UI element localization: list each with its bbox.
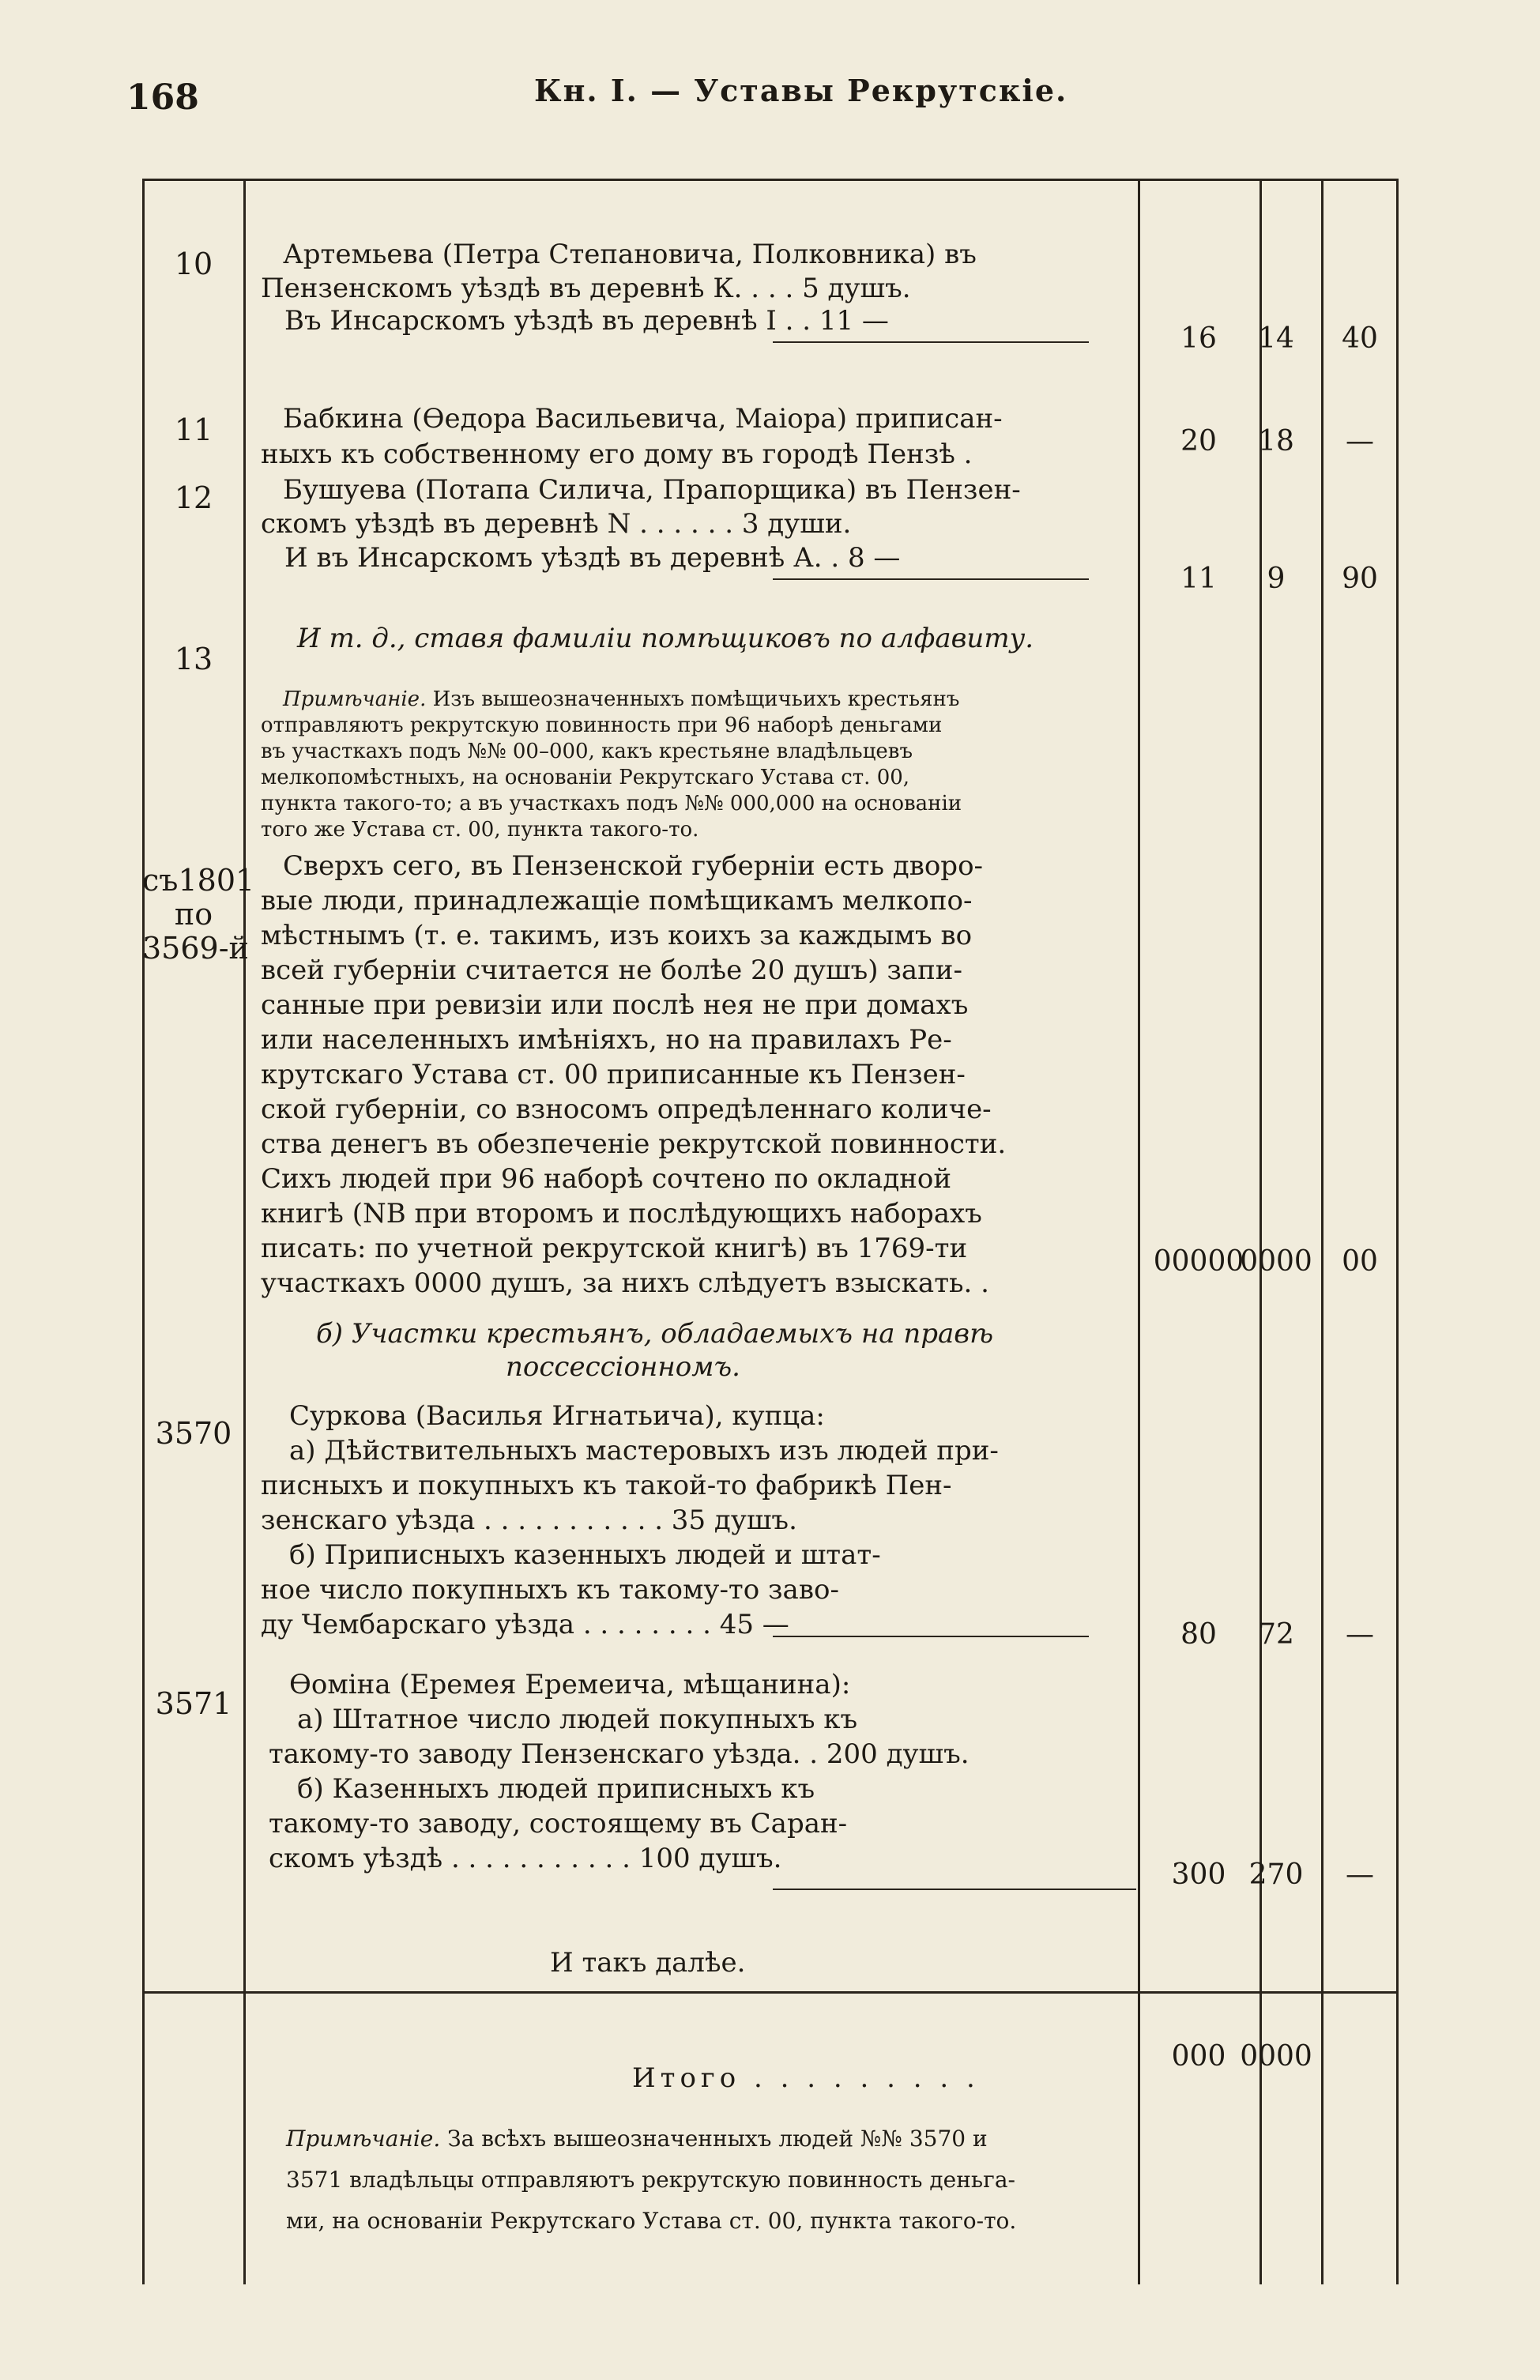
value-c3: — <box>1346 425 1374 458</box>
subtotal-rule-3570 <box>773 1636 1089 1637</box>
entry-line: Суркова (Василья Игнатьича), купца: <box>289 1400 825 1432</box>
entry-number: 12 <box>174 480 213 515</box>
entry-number: 13 <box>174 642 213 676</box>
entry-line: зенскаго уѣзда . . . . . . . . . . . 35 душъ. <box>261 1504 797 1536</box>
entry-line: И т. д., ставя фамиліи помѣщиковъ по алфавиту. <box>297 623 1034 654</box>
value-c3: — <box>1346 1858 1374 1891</box>
note-label: Примѣчаніе. <box>283 687 427 711</box>
entry-line: Сверхъ сего, въ Пензенской губерніи есть дворо- <box>283 850 984 882</box>
entry-line: санные при ревизіи или послѣ нея не при домахъ <box>261 989 969 1021</box>
entry-line: а) Штатное число людей покупныхъ къ <box>297 1704 858 1735</box>
entry-line: мѣстнымъ (т. е. такимъ, изъ коихъ за каждымъ во <box>261 920 973 951</box>
value-c1: 300 <box>1171 1858 1226 1891</box>
note-line: того же Устава ст. 00, пункта такого-то. <box>261 818 699 842</box>
entry-line: такому-то заводу, состоящему въ Саран- <box>269 1808 848 1840</box>
entry-line: ской губерніи, со взносомъ опредѣленнаго количе- <box>261 1094 992 1125</box>
entry-line: или населенныхъ имѣніяхъ, но на правилахъ Ре- <box>261 1024 952 1056</box>
col-text-divider <box>1138 179 1140 2284</box>
subtotal-rule-10 <box>773 341 1089 343</box>
entry-line: ства денегъ въ обезпеченіе рекрутской повинности. <box>261 1128 1007 1160</box>
col-c1-divider <box>1259 179 1262 2284</box>
note-label: Примѣчаніе. <box>286 2126 441 2152</box>
table-top-rule <box>142 179 1399 181</box>
section-heading: б) Участки крестьянъ, обладаемыхъ на правѣ <box>316 1318 994 1350</box>
page-number: 168 <box>126 77 199 118</box>
col-c2-divider <box>1321 179 1323 2284</box>
entry-number: 11 <box>174 412 213 447</box>
entry-line: вые люди, принадлежащіе помѣщикамъ мелкопо- <box>261 885 973 917</box>
value-c2: 270 <box>1248 1858 1304 1891</box>
value-c2: 9 <box>1267 563 1286 595</box>
entry-line: всей губерніи считается не болѣе 20 душъ) запи- <box>261 955 962 986</box>
value-c2: 14 <box>1258 322 1294 355</box>
note-line: пункта такого-то; а въ участкахъ подъ №№ 000,000 на основаніи <box>261 792 962 815</box>
value-c1: 00000 <box>1153 1245 1244 1278</box>
total-label: Итого . . . . . . . . . <box>632 2062 980 2094</box>
note-line: мелкопомѣстныхъ, на основаніи Рекрутскаго Устава ст. 00, <box>261 766 910 789</box>
entry-line: крутскаго Устава ст. 00 приписанные къ Пензен- <box>261 1059 966 1090</box>
entry-line: ду Чембарскаго уѣзда . . . . . . . . 45 — <box>261 1609 789 1640</box>
value-c2: 72 <box>1258 1618 1294 1651</box>
value-c2: 0000 <box>1240 1245 1312 1278</box>
total-top-rule <box>142 1991 1399 1994</box>
entry-line: Сихъ людей при 96 наборѣ сочтено по окладной <box>261 1163 952 1195</box>
value-c2: 18 <box>1258 425 1294 458</box>
total-c1: 000 <box>1171 2040 1226 2073</box>
and-so-on: И такъ далѣе. <box>550 1947 746 1979</box>
entry-number: 3570 <box>155 1416 232 1451</box>
value-c1: 11 <box>1180 563 1217 595</box>
note-line: въ участкахъ подъ №№ 00–000, какъ крестьяне владѣльцевъ <box>261 740 913 763</box>
entry-number-range-start: съ1801 <box>142 863 255 898</box>
entry-line: Бушуева (Потапа Силича, Прапорщика) въ Пензен- <box>283 474 1021 506</box>
entry-line: участкахъ 0000 душъ, за нихъ слѣдуетъ взыскать. . <box>261 1267 989 1299</box>
entry-line: писать: по учетной рекрутской книгѣ) въ 1769-ти <box>261 1233 968 1264</box>
entry-number-range-end: 3569-й <box>142 931 249 966</box>
entry-number: 10 <box>174 247 213 281</box>
entry-line: Пензенскомъ уѣздѣ въ деревнѣ К. . . . 5 душъ. <box>261 273 911 304</box>
entry-number: 3571 <box>155 1686 232 1721</box>
value-c1: 80 <box>1180 1618 1217 1651</box>
entry-line: а) Дѣйствительныхъ мастеровыхъ изъ людей при- <box>289 1435 999 1467</box>
entry-line: скомъ уѣздѣ . . . . . . . . . . . 100 душъ. <box>269 1843 782 1874</box>
note-line <box>286 2126 988 2152</box>
value-c3: 90 <box>1342 563 1378 595</box>
table-right-rule <box>1396 179 1399 2284</box>
entry-line: б) Казенныхъ людей приписныхъ къ <box>297 1773 815 1805</box>
value-c3: — <box>1346 1618 1374 1651</box>
note-line: 3571 владѣльцы отправляютъ рекрутскую повинность деньга- <box>286 2167 1015 2193</box>
entry-line: скомъ уѣздѣ въ деревнѣ N . . . . . . 3 души. <box>261 508 852 540</box>
section-heading-cont: поссессіонномъ. <box>506 1351 740 1383</box>
entry-line: писныхъ и покупныхъ къ такой-то фабрикѣ Пен- <box>261 1470 952 1501</box>
entry-line: ныхъ къ собственному его дому въ городѣ Пензѣ . <box>261 439 973 470</box>
entry-line: книгѣ (NB при второмъ и послѣдующихъ наборахъ <box>261 1198 982 1230</box>
subtotal-rule-3571 <box>773 1889 1136 1890</box>
note-line: отправляютъ рекрутскую повинность при 96 наборѣ деньгами <box>261 714 943 737</box>
note-text: За всѣхъ вышеозначенныхъ людей №№ 3570 и <box>447 2126 988 2152</box>
value-c1: 20 <box>1180 425 1217 458</box>
value-c1: 16 <box>1180 322 1217 355</box>
subtotal-rule-12 <box>773 578 1089 580</box>
entry-line: Бабкина (Ѳедора Васильевича, Маіора) приписан- <box>283 403 1003 435</box>
value-c3: 40 <box>1342 322 1378 355</box>
entry-line: Ѳоміна (Еремея Еремеича, мѣщанина): <box>289 1669 851 1700</box>
entry-line: такому-то заводу Пензенскаго уѣзда. . 200 душъ. <box>269 1738 970 1770</box>
note-text: Изъ вышеозначенныхъ помѣщичьихъ крестьянъ <box>432 687 960 711</box>
entry-number-range-by: по <box>174 897 213 932</box>
entry-line: И въ Инсарскомъ уѣздѣ въ деревнѣ А. . 8 — <box>284 542 901 574</box>
running-header: Кн. I. — Уставы Рекрутскіе. <box>534 73 1068 108</box>
entry-line: б) Приписныхъ казенныхъ людей и штат- <box>289 1539 881 1571</box>
entry-line: Артемьева (Петра Степановича, Полковника) въ <box>283 239 977 270</box>
note-line <box>283 687 959 711</box>
note-line: ми, на основаніи Рекрутскаго Устава ст. 00, пункта такого-то. <box>286 2208 1017 2234</box>
total-c2: 0000 <box>1240 2040 1312 2073</box>
entry-line: ное число покупныхъ къ такому-то заво- <box>261 1574 839 1606</box>
entry-line: Въ Инсарскомъ уѣздѣ въ деревнѣ I . . 11 — <box>284 305 889 337</box>
value-c3: 00 <box>1342 1245 1378 1278</box>
